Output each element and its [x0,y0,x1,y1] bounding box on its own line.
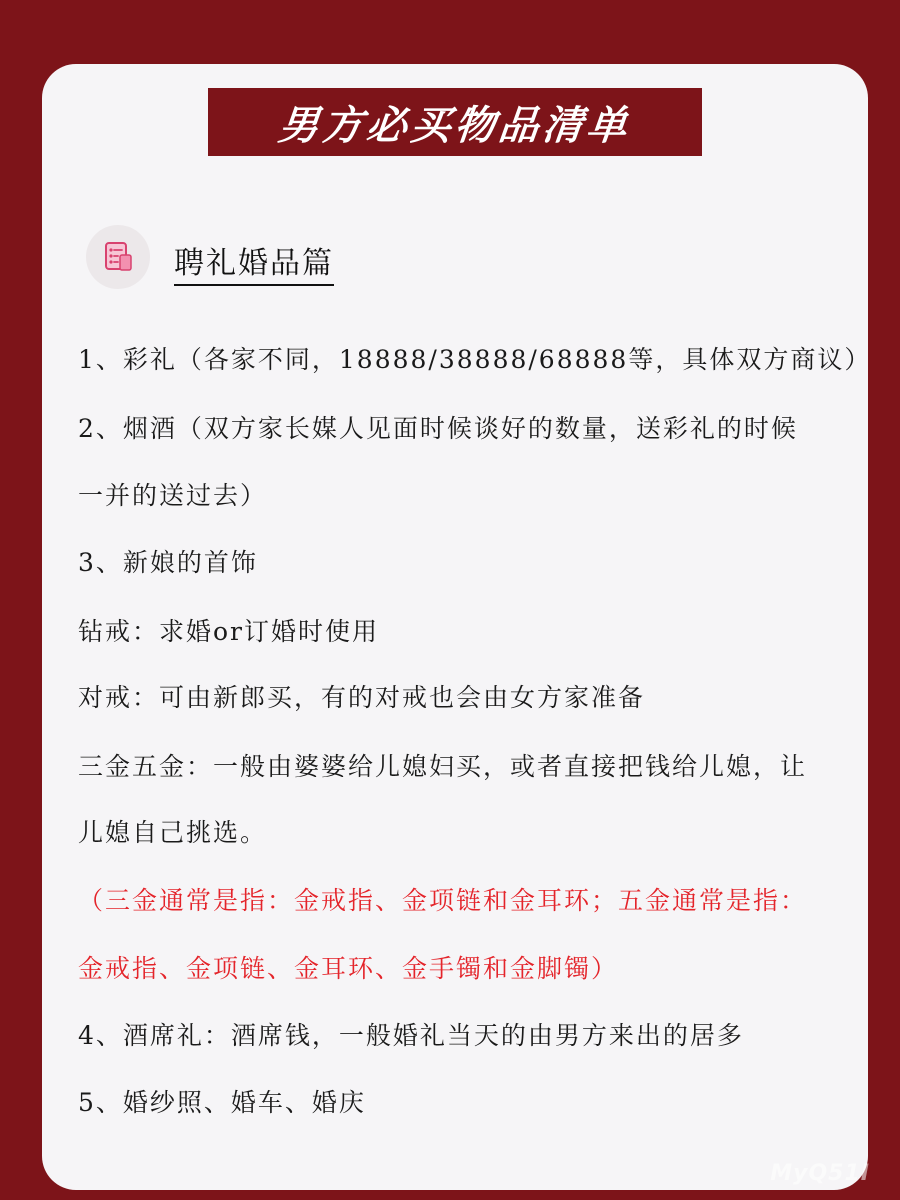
list-item-gold-set-cont: 儿媳自己挑选。 [78,818,268,847]
list-item-wedding-photos: 5、婚纱照、婚车、婚庆 [78,1088,366,1117]
list-item-diamond-ring: 钻戒：求婚or订婚时使用 [78,617,380,646]
list-item-tobacco-wine-cont: 一并的送过去） [78,481,268,510]
watermark-logo: MyQ51I [770,1161,870,1186]
checklist-icon [86,225,150,289]
list-item-wedding-rings: 对戒：可由新郎买，有的对戒也会由女方家准备 [78,683,646,712]
page-title: 男方必买物品清单 [276,102,634,149]
list-item-gold-set: 三金五金：一般由婆婆给儿媳妇买，或者直接把钱给儿媳，让 [78,752,808,781]
list-item-jewelry: 3、新娘的首饰 [78,548,258,577]
title-banner [208,88,702,156]
list-item-bride-price: 1、彩礼（各家不同，18888/38888/68888等，具体双方商议） [78,345,872,374]
list-item-banquet: 4、酒席礼：酒席钱，一般婚礼当天的由男方来出的居多 [78,1021,744,1050]
section-title: 聘礼婚品篇 [174,246,334,286]
note-gold-definition: （三金通常是指：金戒指、金项链和金耳环；五金通常是指： [78,886,808,915]
note-gold-definition-cont: 金戒指、金项链、金耳环、金手镯和金脚镯） [78,954,619,983]
list-item-tobacco-wine: 2、烟酒（双方家长媒人见面时候谈好的数量，送彩礼的时候 [78,414,798,443]
